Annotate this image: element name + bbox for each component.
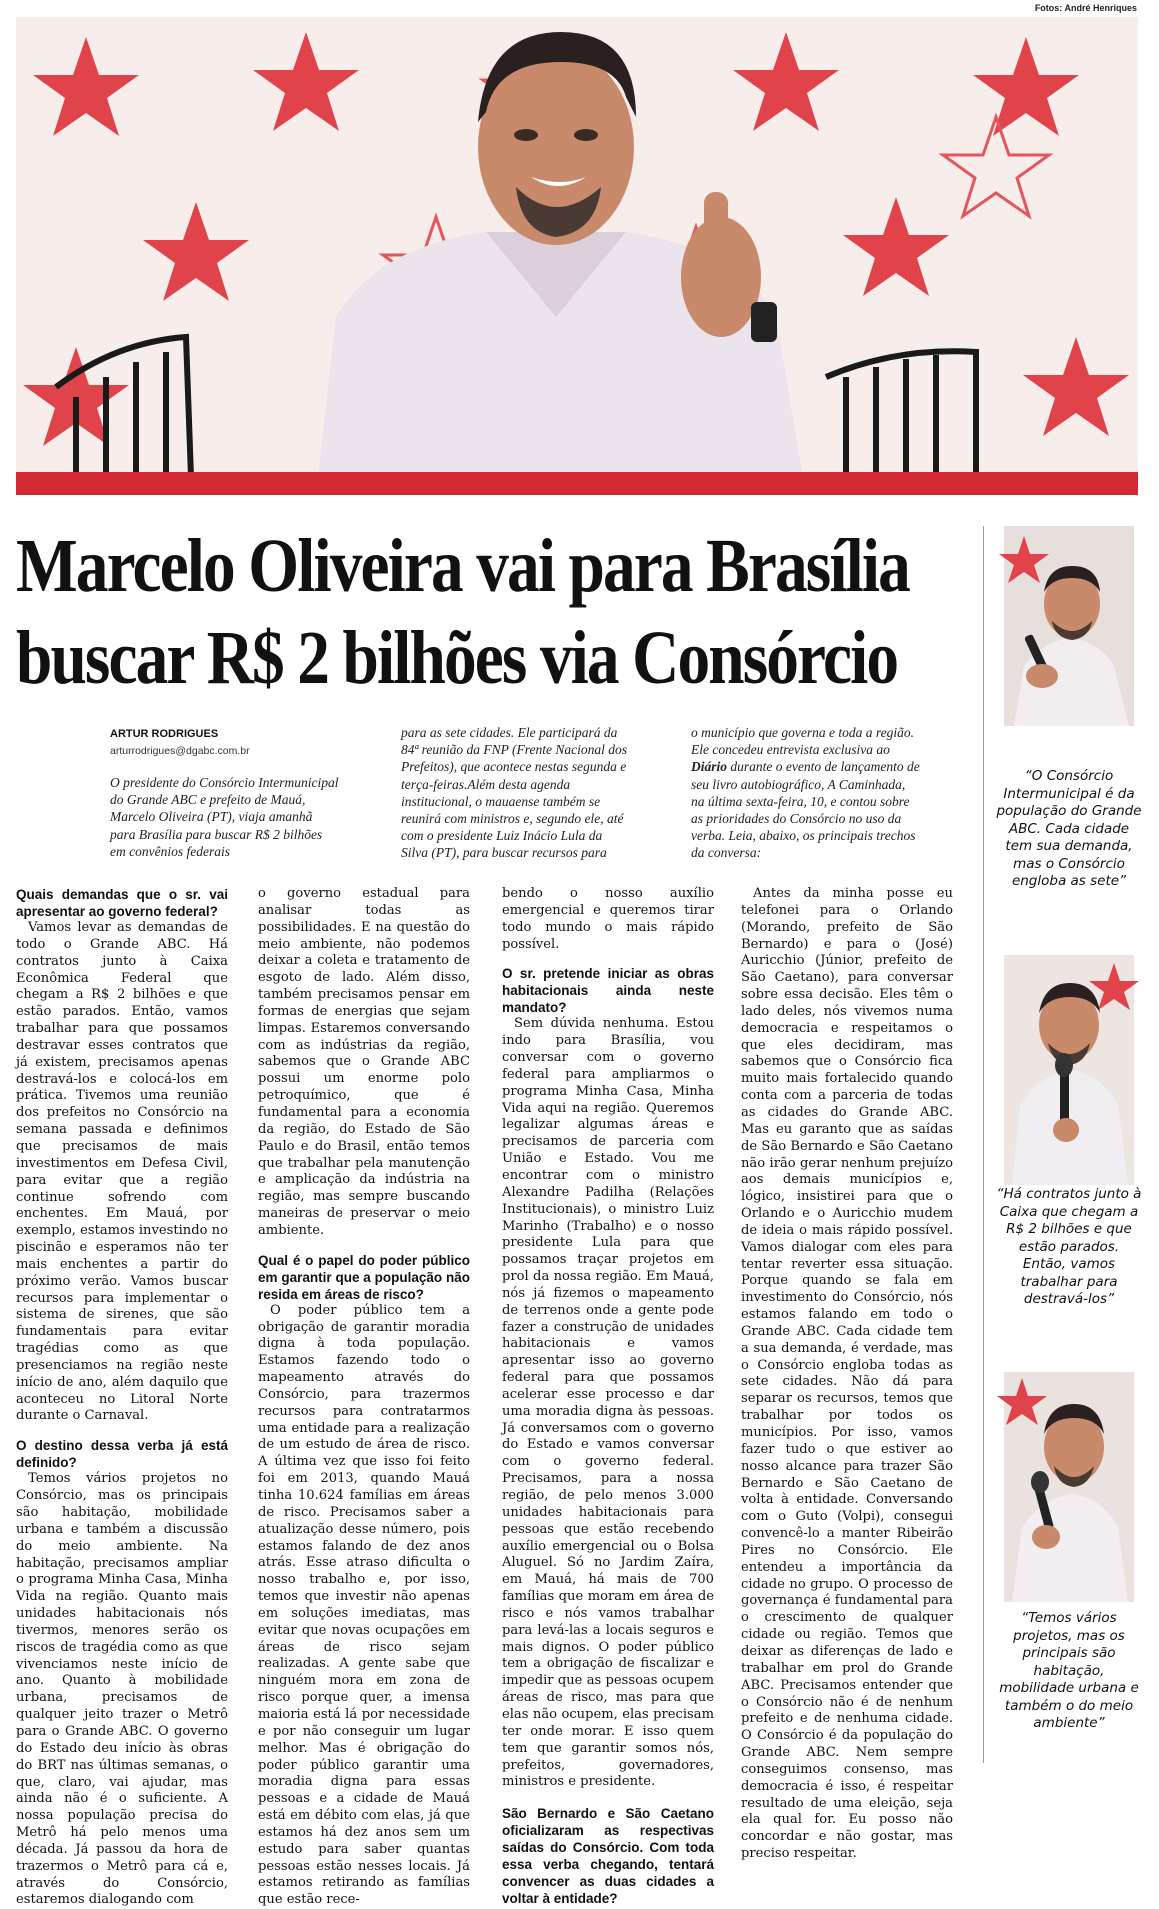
answer-1: Vamos levar as demandas de todo o Grande ABC. Há contratos junto à Caixa Econômica Federal que chegam a R$ 2 bilhões e que estão parados. Então, vamos trabalhar para que possamos destravar esses contratos que já existem, precisamos apenas destravá-los e colocá-los em prática. Tivemos uma reunião dos prefeitos no Consórcio na semana passada e definimos que precisamos de mais investimentos em Defesa Civil, para evitar que a região continue sofrendo com enchentes. Em Mauá, por exemplo, estamos investindo no piscinão e esperamos não ter mais enchentes a partir do próximo verão. Vamos buscar recursos para implementar o sistema de sirenes, que são fundamentais para evitar tragédias como as que presenciamos na região neste início de ano, além daquilo que aconteceu no Litoral Norte durante o Carnaval.	[16, 920, 228, 1424]
newspaper-name: Diário	[691, 759, 728, 775]
hero-photo-illustration	[16, 17, 1138, 495]
answer-2: Temos vários projetos no Consórcio, mas os principais são habitação, mobilidade urbana e também a discussão do meio ambiente. Na habitação, precisamos ampliar o programa Minha Casa, Minha Vida na região. Quanto mais unidades habitacionais nós tivermos, menores serão os riscos de tragédia como as que vivenciamos neste início de ano. Quanto à mobilidade urbana, precisamos de qualquer jeito trazer o Metrô para o Grande ABC. O governo do Estado deu início às obras do BRT nas últimas semanas, o que, claro, vai ajudar, mas ainda não é o suficiente. A nossa população precisa do Metrô há pelo menos uma década. Já passou da hora de trazermos o Metrô para cá e, através do Consórcio, estaremos dialogando com	[16, 1471, 228, 1908]
question-2: O destino dessa verba já está definido?	[16, 1438, 228, 1471]
sidebar-photo-1-illustration	[1004, 526, 1134, 726]
hero-photo	[16, 17, 1138, 495]
intro-column-2: para as sete cidades. Ele participará da 84ª reunião da FNP (Frente Nacional dos Prefeitos), que acontece nestas segunda e terça-feiras.Além desta agenda institucional, o mauaense também se reunirá com ministros e, segundo ele, até com o presidente Luiz Inácio Lula da Silva (PT), para buscar recursos para	[401, 725, 627, 861]
answer-5: Antes da minha posse eu telefonei para o Orlando (Morando, prefeito de São Bernardo) e para o (José) Auricchio (Júnior, prefeito de São Caetano), para conversar sobre essa decisão. Eles têm o lado deles, nós vivemos numa democracia e respeitamos o que eles decidiram, mas sabemos que o Consórcio fica muito mais fortalecido quando conta com a parceria de todas as cidades do Grande ABC. Mas eu garanto que as saídas de São Bernardo e São Caetano não irão gerar nenhum prejuízo aos demais municípios e, lógico, insistirei para que o Orlando e o Auricchio mudem de ideia o mais rápido possível. Vamos dialogar com eles para tentar reverter essa situação. Porque quando se fala em investimento do Consórcio, nós estamos falando em todo o Grande ABC. Cada cidade tem a sua demanda, é verdade, mas o Consórcio engloba todas as sete cidades. Não dá para separar os recursos, temos que trabalhar por todos os municípios. Por isso, vamos fazer tudo o que estiver ao nosso alcance para trazer São Bernardo e São Caetano de volta à entidade. Conversando com o Guto (Volpi), consegui convencê-lo a manter Ribeirão Pires no Consórcio. Ele entendeu a importância da cidade no grupo. O processo de governança é fundamental para o crescimento de qualquer cidade ou região. Temos que deixar as diferenças de lado e trabalhar em prol do Grande ABC. Precisamos entender que o Consórcio não é de nenhum prefeito e de nenhuma cidade. O Consórcio é da população do Grande ABC. Nem sempre conseguimos consenso, mas democracia é isso, é respeitar resultado de uma eleição, seja ela qual for. Eu posso não concordar e não gostar, mas preciso respeitar.	[741, 886, 953, 1862]
headline-line-2: buscar R$ 2 bilhões via Consórcio	[16, 616, 898, 700]
answer-3-continued: bendo o nosso auxílio emergencial e queremos tirar todo mundo o mais rápido possível.	[502, 886, 714, 952]
question-4: O sr. pretende iniciar as obras habitacionais ainda neste mandato?	[502, 966, 714, 1016]
headline	[16, 520, 909, 704]
question-5: São Bernardo e São Caetano oficializaram as respectivas saídas do Consórcio. Com toda essa verba chegando, tentará convencer as duas cidades a voltar à entidade?	[502, 1806, 714, 1907]
body-column-1	[16, 886, 228, 1909]
byline-author: ARTUR RODRIGUES	[110, 728, 219, 740]
body-column-2	[258, 886, 470, 1909]
headline-line-1: Marcelo Oliveira vai para Brasília	[16, 524, 909, 608]
answer-3: O poder público tem a obrigação de garantir moradia digna à toda população. Estamos fazendo todo o mapeamento através do Consórcio, para trazermos recursos para contratarmos uma entidade para a realização de um estudo de área de risco. A última vez que isso foi feito foi em 2013, quando Mauá tinha 10.624 famílias em áreas de risco. Precisamos saber a atualização desse número, pois estamos falando de dez anos atrás. Esse atraso dificulta o nosso trabalho e, por isso, temos que investir não apenas em soluções imediatas, mas evitar que novas ocupações em áreas de risco sejam realizadas. A gente sabe que ninguém mora em zona de risco porque quer, a imensa maioria está lá por necessidade e por não conseguir um lugar melhor. Mas é obrigação do poder público garantir uma moradia digna para essas pessoas e a cidade de Mauá está em débito com elas, já que estamos há dez anos sem um estudo para saber quantas pessoas estão nesses locais. Já estamos retirando as famílias que estão rece-	[258, 1302, 470, 1908]
body-column-3	[502, 886, 714, 1907]
intro-text-a: o município que governa e toda a região. Ele concedeu entrevista exclusiva ao	[691, 725, 914, 758]
pull-quote-2: “Há contratos junto à Caixa que chegam a R$ 2 bilhões e que estão parados. Então, vamos trabalhar para destravá-los”	[996, 1186, 1142, 1307]
photo-credit: Fotos: André Henriques	[1034, 3, 1137, 13]
intro-column-1: O presidente do Consórcio Intermunicipal do Grande ABC e prefeito de Mauá, Marcelo Oliveira (PT), viaja amanhã para Brasília para buscar R$ 2 bilhões em convênios federais	[110, 775, 339, 859]
sidebar-photo-2	[1004, 955, 1134, 1185]
intro-column-3	[691, 724, 921, 862]
pull-quote-1: “O Consórcio Intermunicipal é da população do Grande ABC. Cada cidade tem sua demanda, mas o Consórcio engloba as sete”	[996, 768, 1142, 889]
question-3: Qual é o papel do poder público em garantir que a população não resida em áreas de risco?	[258, 1252, 470, 1302]
sidebar-photo-3-illustration	[1004, 1372, 1134, 1602]
intro-text-b: durante o evento de lançamento de seu livro autobiográfico, A Caminhada, na última sexta-feira, 10, e contou sobre as prioridades do Consórcio no uso da verba. Leia, abaixo, os principais trechos da conversa:	[691, 759, 920, 861]
sidebar-divider	[983, 526, 984, 1763]
body-column-4	[741, 886, 953, 1863]
answer-4: Sem dúvida nenhuma. Estou indo para Brasília, vou conversar com o governo federal para ampliarmos o programa Minha Casa, Minha Vida aqui na região. Queremos legalizar algumas áreas e precisamos de parceria com União e Estado. Vou me encontrar com o ministro Alexandre Padilha (Relações Institucionais), o ministro Luiz Marinho (Trabalho) e o nosso presidente Lula para que possamos traçar projetos em prol da nossa região. Em Mauá, nós já fizemos o mapeamento de terrenos onde a gente pode fazer a construção de unidades habitacionais e vamos apresentar isso ao governo federal para que possamos acelerar esse processo e dar uma moradia digna às pessoas. Já conversamos com o governo do Estado e vamos conversar com o governo federal. Precisamos, para a nossa região, de pelo menos 3.000 unidades habitacionais para pessoas que estão recebendo auxílio emergencial ou o Bolsa Aluguel. Só no Jardim Zaíra, em Mauá, há mais de 700 famílias que moram em área de risco e nós vamos trabalhar para levá-las a locais seguros e mais dignos. O poder público tem a obrigação de fiscalizar e impedir que as pessoas ocupem áreas de risco, mas para que elas não ocupem, elas precisam ter onde morar. E isso quem tem que garantir somos nós, prefeitos, governadores, ministros e presidente.	[502, 1016, 714, 1790]
answer-2-continued: o governo estadual para analisar todas as possibilidades. E na questão do meio ambiente, não podemos deixar a coleta e tratamento de esgoto de lado. Além disso, também precisamos pensar em formas de energias que sejam limpas. Estaremos conversando com as indústrias da região, sabemos que o Grande ABC possui um enorme polo petroquímico, que é fundamental para a economia da região, do Estado de São Paulo e do Brasil, então temos que trabalhar pela manutenção e amplicação da indústria na região, mas sempre buscando maneiras de preservar o meio ambiente.	[258, 886, 470, 1238]
pull-quote-3: “Temos vários projetos, mas os principais são habitação, mobilidade urbana e também o do meio ambiente”	[999, 1610, 1139, 1731]
sidebar-photo-1	[1004, 526, 1134, 726]
question-1: Quais demandas que o sr. vai apresentar ao governo federal?	[16, 887, 228, 919]
byline-email[interactable]: arturrodrigues@dgabc.com.br	[110, 745, 250, 757]
sidebar-photo-3	[1004, 1372, 1134, 1602]
red-table	[16, 472, 1138, 495]
sidebar-photo-2-illustration	[1004, 955, 1134, 1185]
